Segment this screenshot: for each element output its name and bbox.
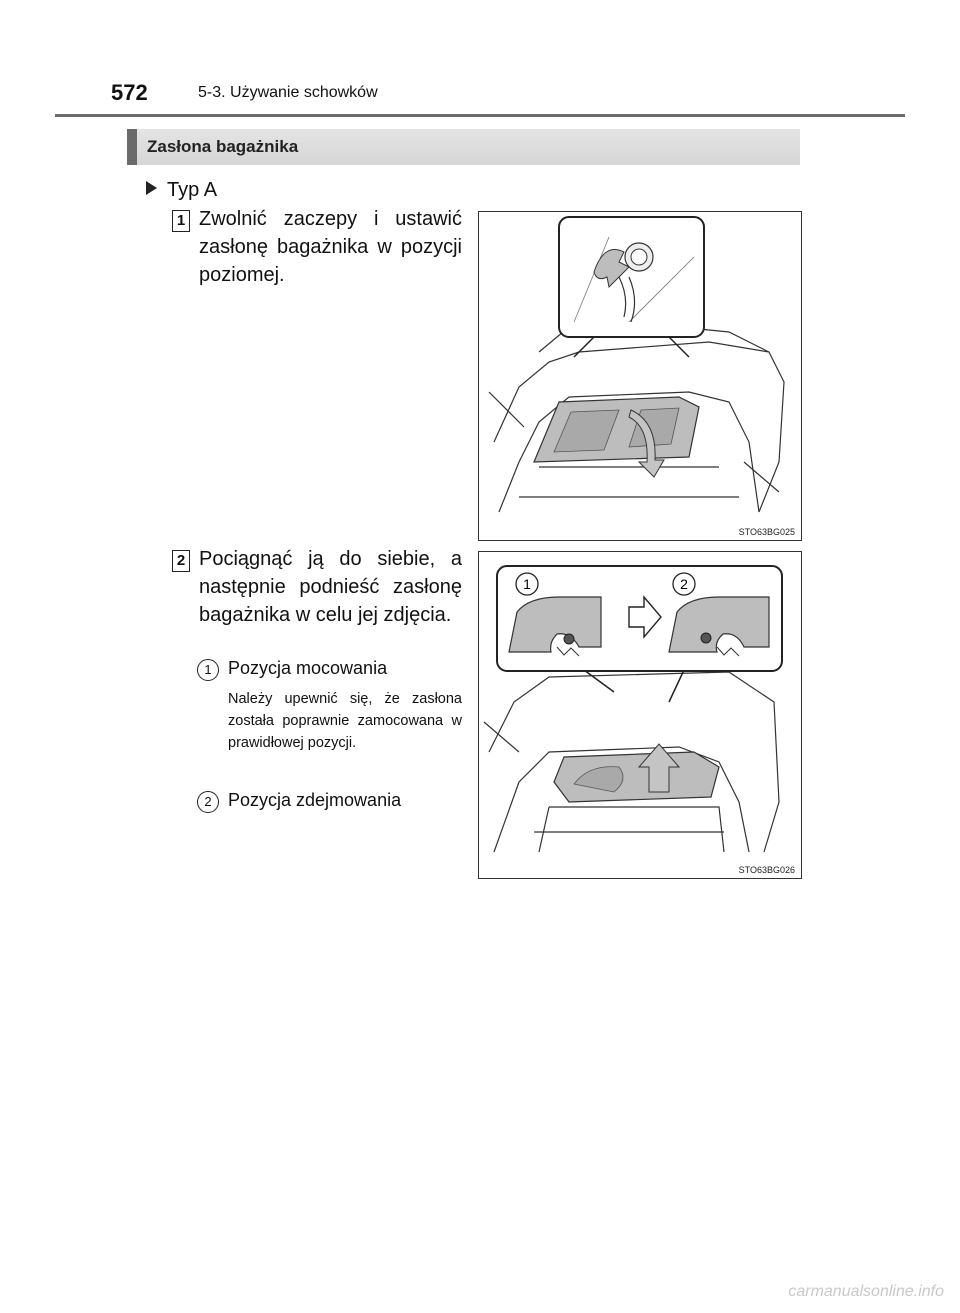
figure-2-caption: STO63BG026 [738, 865, 795, 875]
page-number: 572 [111, 80, 148, 105]
type-label: Typ A [167, 179, 218, 201]
header-rule [55, 114, 905, 117]
triangle-bullet-icon [146, 181, 157, 195]
sub-item-1-note: Należy upewnić się, że zasłona została poprawnie zamocowana w prawidłowej pozycji. [228, 691, 462, 751]
callout-1: 1 [523, 576, 531, 592]
sub-item-1-number: 1 [197, 659, 219, 681]
sub-item-2-label: Pozycja zdejmowania [228, 790, 402, 810]
step-1-number: 1 [172, 210, 190, 232]
section-bar [127, 129, 800, 165]
step-1-text: Zwolnić zaczepy i ustawić zasłonę bagażnika w pozycji poziomej. [199, 208, 462, 286]
callout-2: 2 [680, 576, 688, 592]
figure-1-caption: STO63BG025 [738, 527, 795, 537]
chapter-title: 5-3. Używanie schowków [198, 84, 378, 101]
type-line [146, 179, 217, 202]
trunk-cover-removal-illustration [479, 552, 801, 878]
trunk-cover-release-illustration [479, 212, 801, 540]
section-title: Zasłona bagażnika [147, 137, 299, 156]
sub-item-1-label: Pozycja mocowania [228, 658, 388, 678]
step-2-text: Pociągnąć ją do siebie, a następnie podnieść zasłonę bagażnika w celu jej zdjęcia. [199, 548, 462, 626]
watermark: carmanualsonline.info [788, 1283, 944, 1300]
step-2-number: 2 [172, 550, 190, 572]
figure-2 [478, 551, 802, 879]
sub-item-2-number: 2 [197, 791, 219, 813]
figure-1 [478, 211, 802, 541]
